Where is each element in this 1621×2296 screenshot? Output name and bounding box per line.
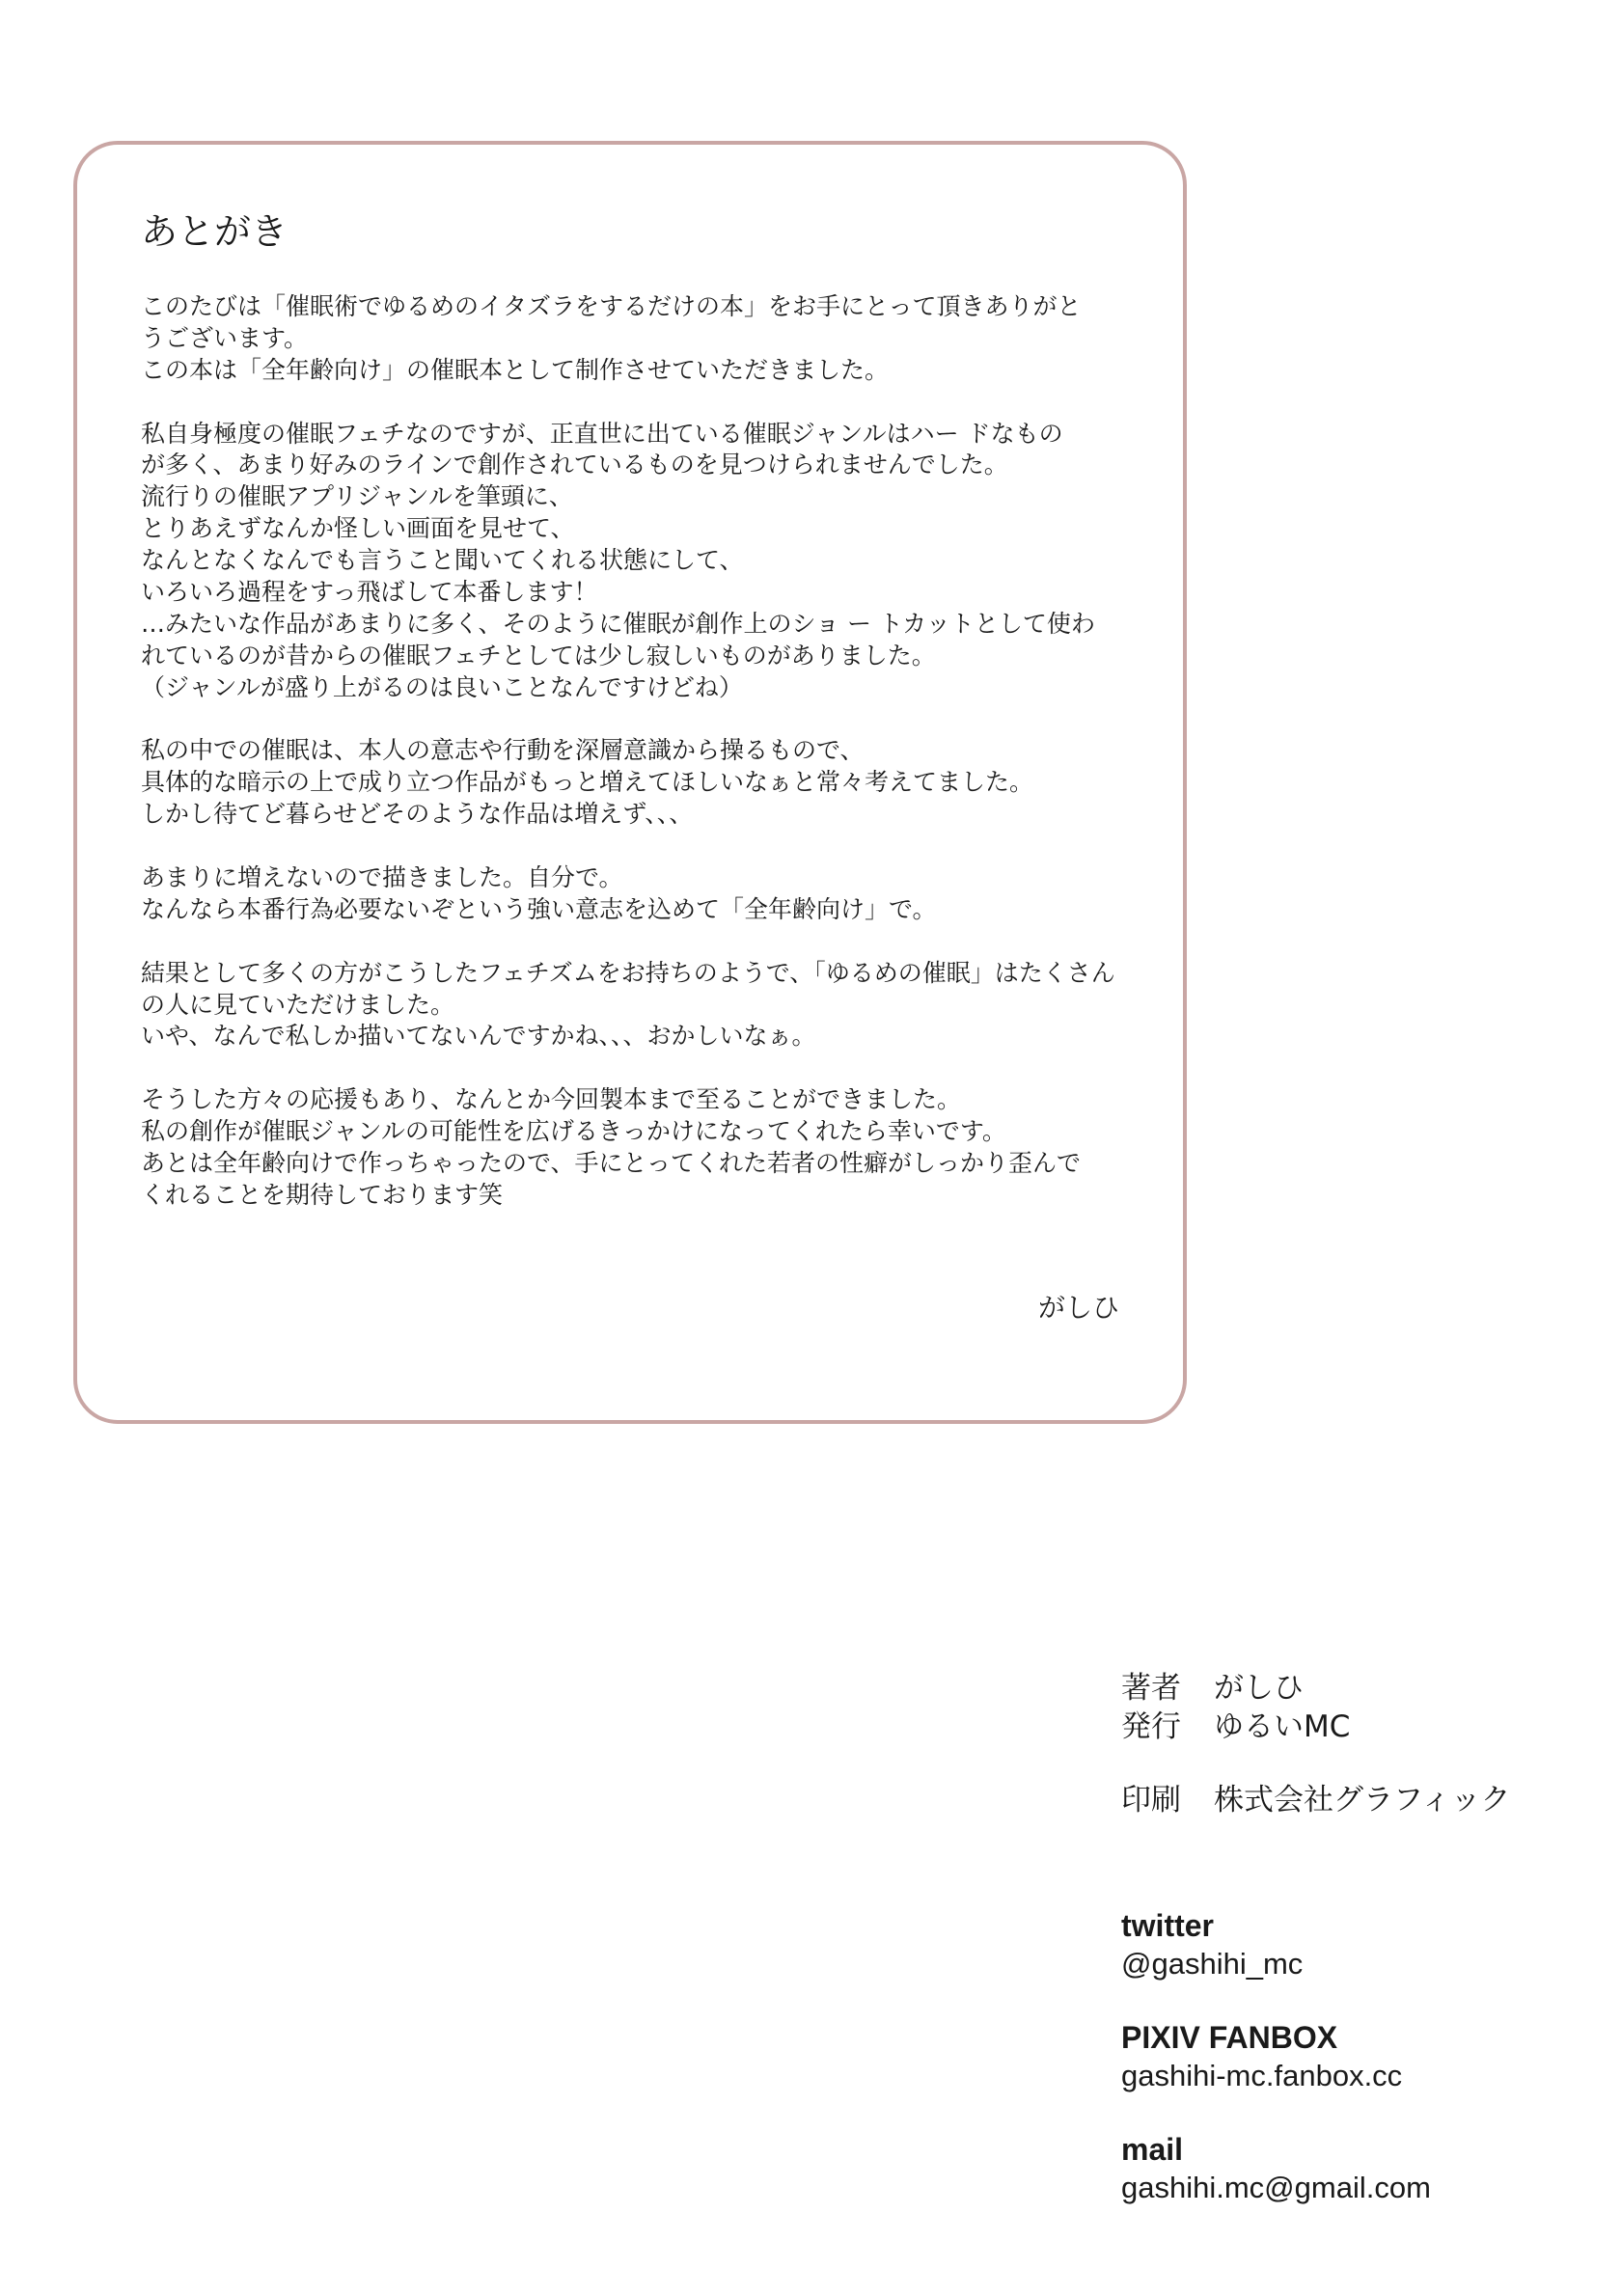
publisher-value: ゆるいMC — [1214, 1709, 1351, 1744]
afterword-line: 具体的な暗示の上で成り立つ作品がもっと増えてほしいなぁと常々考えてました。 — [141, 768, 1034, 797]
contact-fanbox — [1121, 2018, 1402, 2095]
twitter-handle: @gashihi_mc — [1121, 1947, 1304, 1981]
afterword-line: なんなら本番行為必要ないぞという強い意志を込めて「全年齢向け」で。 — [141, 894, 937, 923]
fanbox-heading: PIXIV FANBOX — [1121, 2020, 1338, 2055]
afterword-line — [141, 831, 1154, 862]
afterword-line — [141, 1052, 1154, 1084]
afterword-line: （ジャンルが盛り上がるのは良いことなんですけどね） — [141, 672, 743, 701]
afterword-title: あとがき — [141, 210, 288, 253]
contact-mail — [1121, 2130, 1431, 2207]
author-signature: がしひ — [1037, 1292, 1119, 1324]
afterword-line: の人に見ていただけました。 — [141, 990, 455, 1019]
afterword-line: 結果として多くの方がこうしたフェチズムをお持ちのようで、「ゆるめの催眠」はたくさん — [141, 958, 1115, 987]
printer-label: 印刷 — [1121, 1783, 1181, 1818]
colophon-author-row — [1121, 1669, 1511, 1708]
printer-value: 株式会社グラフィック — [1214, 1783, 1511, 1818]
afterword-line: あまりに増えないので描きました。自分で。 — [141, 863, 623, 892]
twitter-heading: twitter — [1121, 1908, 1214, 1943]
author-value: がしひ — [1214, 1671, 1304, 1706]
fanbox-address: gashihi-mc.fanbox.cc — [1121, 2059, 1403, 2092]
afterword-line: うございます。 — [141, 323, 309, 352]
colophon-printer-row — [1121, 1781, 1511, 1819]
afterword-line: このたびは「催眠術でゆるめのイタズラをするだけの本」をお手にとって頂きありがと — [141, 292, 1082, 320]
mail-heading: mail — [1121, 2132, 1184, 2167]
afterword-line: 私の創作が催眠ジャンルの可能性を広げるきっかけになってくれたら幸いです。 — [141, 1117, 1006, 1146]
afterword-line: くれることを期待しております笑 — [141, 1180, 504, 1209]
afterword-line — [141, 704, 1154, 736]
afterword-line: この本は「全年齢向け」の催眠本として制作させていただきました。 — [141, 355, 890, 384]
afterword-line — [141, 387, 1154, 419]
afterword-line — [141, 926, 1154, 958]
afterword-line: 私自身極度の催眠フェチなのですが、正直世に出ている催眠ジャンルはハー ドなもの — [141, 419, 1063, 448]
afterword-line: あとは全年齢向けで作っちゃったので、手にとってくれた若者の性癖がしっかり歪んで — [141, 1149, 1082, 1178]
contact-twitter — [1121, 1906, 1303, 1983]
afterword-line: いや、なんで私しか描いてないんですかね、、、おかしいなぁ。 — [141, 1022, 816, 1051]
author-label: 著者 — [1121, 1671, 1181, 1706]
afterword-line: しかし待てど暮らせどそのような作品は増えず、、、 — [141, 800, 694, 829]
afterword-body — [141, 291, 1154, 1212]
afterword-line: いろいろ過程をすっ飛ばして本番します！ — [141, 578, 598, 607]
afterword-line: れているのが昔からの催眠フェチとしては少し寂しいものがありました。 — [141, 641, 936, 670]
afterword-line: が多く、あまり好みのラインで創作されているものを見つけられませんでした。 — [141, 451, 1008, 479]
afterword-line: なんとなくなんでも言うこと聞いてくれる状態にして、 — [141, 546, 744, 575]
afterword-line: そうした方々の応援もあり、なんとか今回製本まで至ることができました。 — [141, 1085, 962, 1114]
mail-address: gashihi.mc@gmail.com — [1121, 2171, 1431, 2204]
publisher-label: 発行 — [1121, 1709, 1181, 1744]
colophon-publisher-row — [1121, 1708, 1511, 1746]
colophon — [1121, 1669, 1511, 1819]
afterword-line: …みたいな作品があまりに多く、そのように催眠が創作上のショ ー トカットとして使わ — [141, 609, 1095, 638]
afterword-line: とりあえずなんか怪しい画面を見せて、 — [141, 514, 575, 543]
colophon-spacer — [1121, 1746, 1511, 1781]
afterword-line: 流行りの催眠アプリジャンルを筆頭に、 — [141, 482, 573, 511]
afterword-line: 私の中での催眠は、本人の意志や行動を深層意識から操るもので、 — [141, 736, 865, 765]
